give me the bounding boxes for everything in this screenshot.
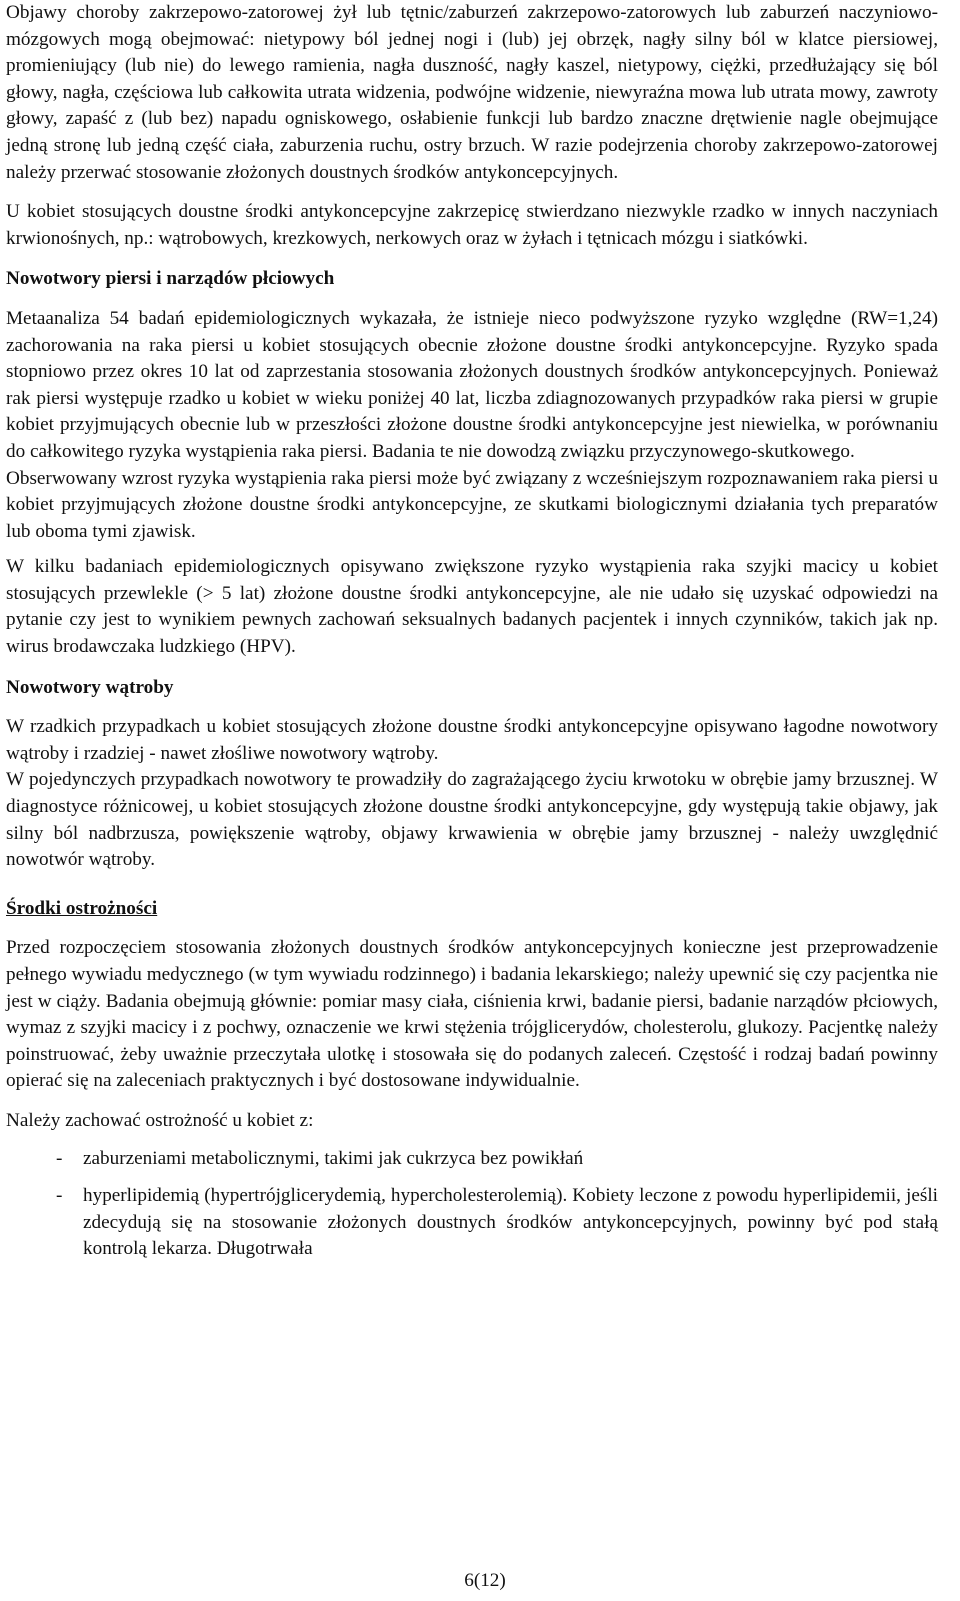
paragraph-before-starting: Przed rozpoczęciem stosowania złożonych doustnych środków antykoncepcyjnych konieczne jest przeprowadzenie pełnego wywiadu medycznego (w tym wywiadu rodzinnego) i badania lekarskiego; należy upewnić się czy pacjentka nie jest w ciąży. Badania obejmują głównie: pomiar masy ciała, ciśnienia krwi, badanie piersi, badanie narządów płciowych, wymaz z szyjki macicy i z pochwy, oznaczenie we krwi stężenia trójglicerydów, cholesterolu, glukozy. Pacjentkę należy poinstruować, żeby uważnie przeczytała ulotkę i stosowała się do podanych zaleceń. Częstość i rodzaj badań powinny opierać się na zaleceniach praktycznych i być dostosowane indywidualnie. xyxy=(6,937,938,1092)
paragraph-other-vessels: U kobiet stosujących doustne środki antykoncepcyjne zakrzepicę stwierdzano niezwykle rzadko w innych naczyniach krwionośnych, np.: wątrobowych, krezkowych, nerkowych oraz w żyłach i tętnicach mózgu i siatkówki. xyxy=(6,201,938,249)
paragraph-cervical-cancer: W kilku badaniach epidemiologicznych opisywano zwiększone ryzyko wystąpienia raka szyjki macicy u kobiet stosujących przewlekle (> 5 lat) złożone doustne środki antykoncepcyjne, ale nie udało się uzyskać odpowiedzi na pytanie czy jest to wynikiem pewnych zachowań seksualnych badanych pacjentek i innych czynników, takich jak np. wirus brodawczaka ludzkiego (HPV). xyxy=(6,556,938,658)
heading-precautions-text: Środki ostrożności xyxy=(6,897,158,919)
paragraph-meta-analysis: Metaanaliza 54 badań epidemiologicznych wykazała, że istnieje nieco podwyższone ryzyko względne (RW=1,24) zachorowania na raka piersi u kobiet stosujących obecnie złożone doustne środki antykoncepcyjne. Ryzyko spada stopniowo przez okres 10 lat od zaprzestania stosowania złożonych doustnych środków antykoncepcyjnych. Ponieważ rak piersi występuje rzadko u kobiet w wieku poniżej 40 lat, liczba zdiagnozowanych przypadków raka piersi w grupie kobiet przyjmujących obecnie lub w przeszłości złożone doustne środki antykoncepcyjne jest niewielka, w porównaniu do całkowitego ryzyka wystąpienia raka piersi. Badania te nie dowodzą związku przyczynowego-skutkowego. xyxy=(6,307,938,462)
paragraph-liver-bleeding: W pojedynczych przypadkach nowotwory te prowadziły do zagrażającego życiu krwotoku w obrębie jamy brzusznej. W diagnostyce różnicowej, u kobiet stosujących złożone doustne środki antykoncepcyjne, gdy występują takie objawy, jak silny ból nadbrzusza, powiększenie wątroby, objawy krwawienia w obrębie jamy brzusznej - należy uwzględnić nowotwór wątroby. xyxy=(6,769,938,871)
list-item-text: zaburzeniami metabolicznymi, takimi jak cukrzyca bez powikłań xyxy=(83,1147,584,1169)
paragraph-observed-increase: Obserwowany wzrost ryzyka wystąpienia raka piersi może być związany z wcześniejszym rozpoznawaniem raka piersi u kobiet przyjmujących złożone doustne środki antykoncepcyjne, ze skutkami biologicznymi działania tych preparatów lub oboma tymi zjawisk. xyxy=(6,467,938,542)
page-number: 6(12) xyxy=(464,1570,506,1591)
list-item-text: hyperlipidemią (hypertrójglicerydemią, hypercholesterolemią). Kobiety leczone z powodu hyperlipidemii, jeśli zdecydują się na stosowanie złożonych doustnych środków antykoncepcyjnych, powinny być pod stałą kontrolą lekarza. Długotrwała xyxy=(83,1185,938,1260)
list-bullet: - xyxy=(56,1185,63,1207)
heading-liver-cancer: Nowotwory wątroby xyxy=(6,676,174,698)
caution-list xyxy=(6,1146,938,1263)
paragraph-liver-benign: W rzadkich przypadkach u kobiet stosujących złożone doustne środki antykoncepcyjne opisywano łagodne nowotwory wątroby i rzadziej - nawet złośliwe nowotwory wątroby. xyxy=(6,716,938,764)
list-item xyxy=(6,1146,938,1173)
heading-precautions xyxy=(6,896,938,923)
list-bullet: - xyxy=(56,1147,63,1169)
list-item xyxy=(6,1183,938,1263)
paragraph-thrombosis-symptoms: Objawy choroby zakrzepowo-zatorowej żył lub tętnic/zaburzeń zakrzepowo-zatorowych lub zaburzeń naczyniowo-mózgowych mogą obejmować: nietypowy ból jednej nogi i (lub) jej obrzęk, nagły silny ból w klatce piersiowej, promieniujący (lub nie) do lewego ramienia, nagła duszność, nagły kaszel, nietypowy, ciężki, przedłużający się ból głowy, nagła, częściowa lub całkowita utrata widzenia, podwójne widzenie, niewyraźna mowa lub utrata mowy, zawroty głowy, zapaść z (lub bez) napadu ogniskowego, osłabienie funkcji lub bardzo znaczne drętwienie nagle obejmujące jedną stronę lub jedną część ciała, zaburzenia ruchu, ostry brzuch. W razie podejrzenia choroby zakrzepowo-zatorowej należy przerwać stosowanie złożonych doustnych środków antykoncepcyjnych. xyxy=(6,2,938,183)
heading-breast-cancer: Nowotwory piersi i narządów płciowych xyxy=(6,268,335,290)
paragraph-caution-intro: Należy zachować ostrożność u kobiet z: xyxy=(6,1109,314,1131)
